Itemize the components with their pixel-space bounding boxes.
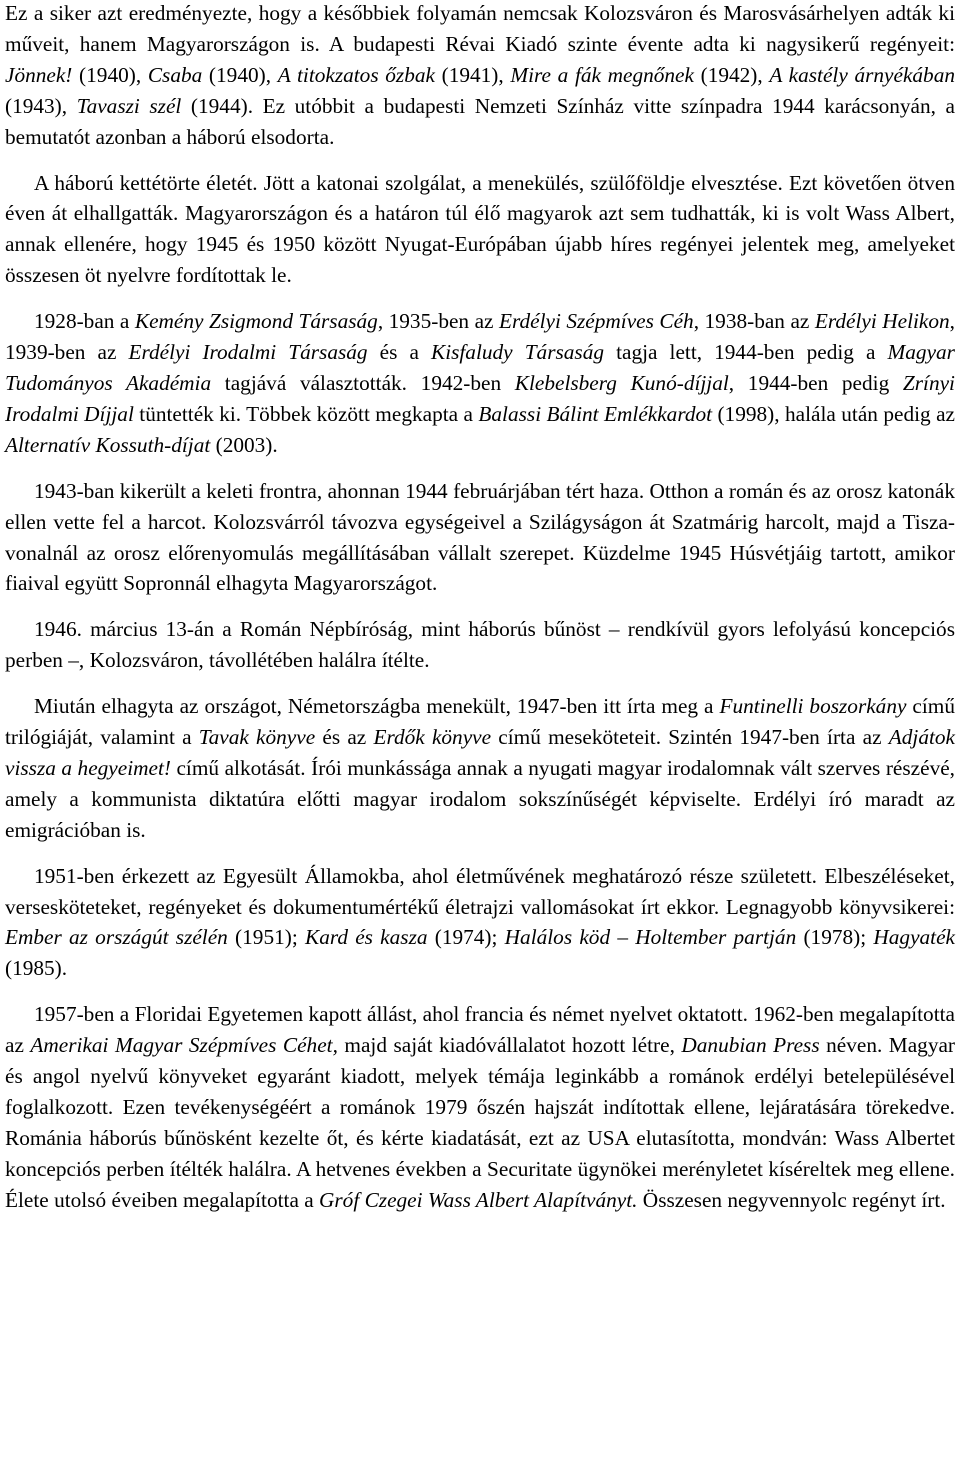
italic-title-text: Kisfaludy Társaság — [430, 340, 604, 365]
body-text: tüntették ki. Többek között megkapta a — [133, 401, 479, 426]
body-text: (1941), — [434, 62, 511, 87]
body-text: (1940), — [72, 62, 148, 87]
italic-title-text: Erdélyi Irodalmi Társaság — [128, 340, 368, 365]
body-text: (1943), — [5, 93, 77, 118]
body-text: (1974); — [427, 925, 505, 950]
body-text: 1928-ban a — [34, 309, 135, 334]
body-text: (2003). — [210, 432, 278, 457]
italic-title-text: A kastély árnyékában — [769, 62, 955, 87]
paragraph-8 — [5, 999, 955, 1215]
paragraph-4 — [5, 476, 955, 600]
italic-title-text: Gróf Czegei Wass Albert Alapítványt. — [319, 1187, 638, 1212]
italic-title-text: Hagyaték — [873, 925, 955, 950]
body-text: 1957-ben a Floridai Egyetemen kapott állást, ahol francia és német nyelvet oktatott. 1962-ben megalapította az — [5, 1002, 955, 1058]
italic-title-text: Amerikai Magyar Szépmíves Céhet, — [30, 1033, 338, 1058]
italic-title-text: Alternatív Kossuth-díjat — [5, 432, 211, 457]
italic-title-text: Erdők könyve — [373, 725, 492, 750]
body-text: (1951); — [227, 925, 305, 950]
italic-title-text: Tavak könyve — [198, 725, 316, 750]
body-text: Összesen negyvennyolc regényt írt. — [637, 1187, 946, 1212]
italic-title-text: Danubian Press — [681, 1033, 820, 1058]
body-text: , 1944-ben pedig — [728, 370, 903, 395]
italic-title-text: Erdélyi Szépmíves Céh — [498, 309, 694, 334]
italic-title-text: Jönnek! — [5, 62, 73, 87]
body-text: néven. Magyar és angol nyelvű könyveket egyaránt kiadott, melyek témája leginkább a románok erdélyi betelepülésével foglalkozott. Ezen tevékenységéért a románok 1979 őszén hajszát indítottak ellene, lejáratására törekedve. Románia háborús bűnösként kezelte őt, és kérte kiadatását, ezt az USA elutasította, mondván: Wass Albertet koncepciós perben ítélték halálra. A hetvenes években a Securitate ügynökei merényletet kíséreltek meg ellene. Élete utolsó éveiben megalapította a — [5, 1033, 956, 1212]
italic-title-text: Erdélyi Helikon — [814, 309, 950, 334]
body-text: Miután elhagyta az országot, Németországba menekült, 1947-ben itt írta meg a — [34, 694, 720, 719]
body-text: tagjává választották. 1942-ben — [211, 370, 515, 395]
paragraph-7 — [5, 861, 955, 985]
body-text: (1998), halála után pedig az — [712, 401, 955, 426]
body-text: és az — [315, 725, 374, 750]
italic-title-text: Adjátok vissza a hegyeimet! — [5, 725, 955, 780]
body-text: (1942), — [693, 62, 770, 87]
italic-title-text: Balassi Bálint Emlékkardot — [478, 401, 713, 426]
body-text: A háború kettétörte életét. Jött a katonai szolgálat, a menekülés, szülőföldje elvesztése. Ezt követően ötven éven át elhallgatták. Magyarországon és a határon túl élő magyarok azt sem tudhatták, ki is volt Wass Albert, annak ellenére, hogy 1945 és 1950 között Nyugat-Európában újabb híres regényei jelentek meg, amelyeket összesen öt nyelvre fordítottak le. — [5, 170, 955, 288]
italic-title-text: Mire a fák megnőnek — [510, 62, 694, 87]
italic-title-text: Halálos köd – Holtember partján — [504, 925, 797, 950]
paragraph-5 — [5, 614, 955, 676]
body-text: című alkotását. Írói munkássága annak a nyugati magyar irodalomnak vált szerves részévé, amely a kommunista diktatúra előtti magyar irodalom sokszínűségét képviselte. Erdélyi író maradt az emigrációban is. — [5, 755, 955, 842]
body-text: című meseköteteit. Szintén 1947-ben írta az — [491, 725, 889, 750]
body-text: című trilógiáját, valamint a — [5, 694, 955, 750]
paragraph-2 — [5, 168, 955, 292]
body-text: , 1935-ben az — [377, 309, 499, 334]
italic-title-text: Magyar Tudományos Akadémia — [5, 340, 955, 395]
italic-title-text: Ember az országút szélén — [5, 925, 228, 950]
italic-title-text: Tavaszi szél — [76, 93, 182, 118]
paragraph-6 — [5, 691, 955, 846]
italic-title-text: Klebelsberg Kunó-díjjal — [514, 370, 729, 395]
body-text: (1940), — [202, 62, 278, 87]
body-text: majd saját kiadóvállalatot hozott létre, — [337, 1033, 682, 1058]
italic-title-text: Zrínyi Irodalmi Díjjal — [5, 370, 955, 426]
italic-title-text: Csaba — [147, 62, 203, 87]
body-text: 1951-ben érkezett az Egyesült Államokba, ahol életművének meghatározó része született. Elbeszéléseket, versesköteteket, regényeket és dokumentumértékű életrajzi vallomásokat írt ekkor. Legnagyobb könyvsikerei: — [5, 863, 955, 919]
body-text: 1943-ban kikerült a keleti frontra, ahonnan 1944 februárjában tért haza. Otthon a román és az orosz katonák ellen vette fel a harcot. Kolozsvárról távozva egységeivel a Szilágyságon át Szatmárig harcolt, majd a Tisza-vonalnál az orosz előrenyomulás megállításában vállalt szerepet. Küzdelme 1945 Húsvétjáig tartott, amikor fiaival együtt Sopronnál elhagyta Magyarországot. — [5, 478, 955, 596]
italic-title-text: Funtinelli boszorkány — [719, 694, 907, 719]
body-text: Ez a siker azt eredményezte, hogy a későbbiek folyamán nemcsak Kolozsváron és Marosvásárhelyen adták ki műveit, hanem Magyarországon is. A budapesti Révai Kiadó szinte évente adta ki nagysikerű regényeit: — [5, 1, 955, 56]
body-text: (1944). Ez utóbbit a budapesti Nemzeti Színház vitte színpadra 1944 karácsonyán, a bemutatót azonban a háború elsodorta. — [5, 93, 955, 149]
body-text: tagja lett, 1944-ben pedig a — [604, 340, 888, 365]
italic-title-text: Kemény Zsigmond Társaság — [134, 309, 378, 334]
body-text: (1978); — [796, 925, 874, 950]
paragraph-1 — [5, 0, 955, 153]
body-text: és a — [367, 340, 431, 365]
body-text: , 1939-ben az — [5, 309, 955, 365]
italic-title-text: Kard és kasza — [304, 925, 428, 950]
body-text: 1946. március 13-án a Román Népbíróság, mint háborús bűnöst – rendkívül gyors lefolyású koncepciós perben –, Kolozsváron, távollétében halálra ítélte. — [5, 617, 955, 673]
body-text: (1985). — [5, 956, 68, 981]
italic-title-text: A titokzatos őzbak — [277, 62, 435, 87]
paragraph-3 — [5, 306, 955, 461]
body-text: , 1938-ban az — [693, 309, 815, 334]
